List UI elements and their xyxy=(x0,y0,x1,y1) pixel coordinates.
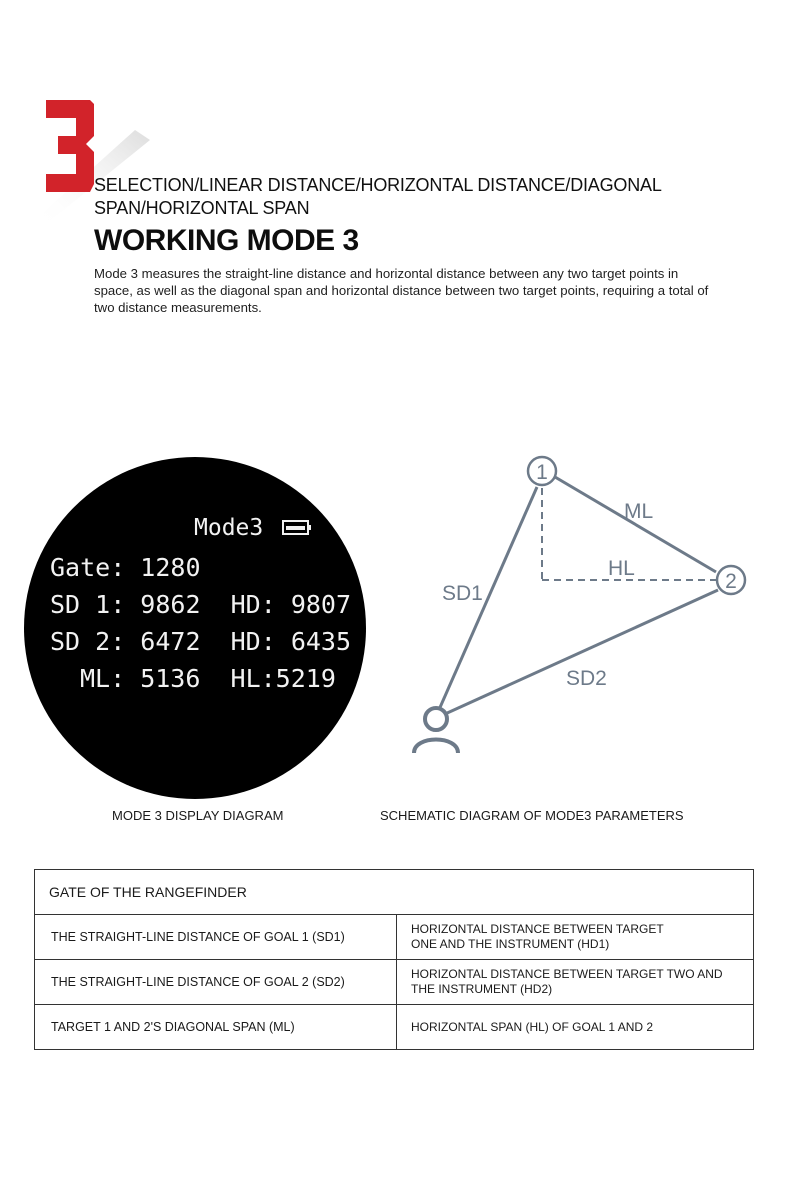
display-caption: MODE 3 DISPLAY DIAGRAM xyxy=(112,808,284,823)
point-1-label: 1 xyxy=(536,461,548,484)
table-cell-right xyxy=(397,915,754,960)
display-mode-label: Mode3 xyxy=(194,515,264,541)
section-number-3 xyxy=(40,96,100,196)
table-row xyxy=(35,1005,754,1050)
parameters-table xyxy=(34,869,754,1050)
description: Mode 3 measures the straight-line distance and horizontal distance between any two target points in space, as well as the diagonal span and horizontal distance between two target points, requiring a total of two distance measurements. xyxy=(94,266,709,315)
label-sd2: SD2 xyxy=(566,667,607,690)
page-title: WORKING MODE 3 xyxy=(94,224,359,257)
table-row xyxy=(35,915,754,960)
table-cell-right-line: HORIZONTAL SPAN (HL) OF GOAL 1 AND 2 xyxy=(411,1019,654,1034)
table-cell-left: THE STRAIGHT-LINE DISTANCE OF GOAL 1 (SD1) xyxy=(35,915,397,960)
schematic-diagram xyxy=(400,450,770,770)
table-cell-left: THE STRAIGHT-LINE DISTANCE OF GOAL 2 (SD2) xyxy=(35,960,397,1005)
table-cell-right-line: ONE AND THE INSTRUMENT (HD1) xyxy=(411,937,610,951)
line-ml xyxy=(555,477,716,572)
table-cell-right xyxy=(397,960,754,1005)
label-hl: HL xyxy=(608,557,635,580)
schematic-caption: SCHEMATIC DIAGRAM OF MODE3 PARAMETERS xyxy=(380,808,684,823)
display-sd1-line: SD 1: 9862 HD: 9807 xyxy=(50,590,352,619)
table-cell-right-line: HORIZONTAL DISTANCE BETWEEN TARGET xyxy=(411,922,664,936)
table-cell-right-line: THE INSTRUMENT (HD2) xyxy=(411,982,553,996)
display-gate-line: Gate: 1280 xyxy=(50,553,201,582)
table-row xyxy=(35,960,754,1005)
label-sd1: SD1 xyxy=(442,582,483,605)
display-sd2-line: SD 2: 6472 HD: 6435 xyxy=(50,627,352,656)
display-ml-line: ML: 5136 HL:5219 xyxy=(80,664,336,693)
battery-icon xyxy=(282,519,312,536)
table-header-cell: GATE OF THE RANGEFINDER xyxy=(35,870,754,915)
line-sd2 xyxy=(445,590,718,714)
point-2-label: 2 xyxy=(725,570,737,593)
table-cell-right xyxy=(397,1005,754,1050)
table-cell-left: TARGET 1 AND 2'S DIAGONAL SPAN (ML) xyxy=(35,1005,397,1050)
table-header-row xyxy=(35,870,754,915)
label-ml: ML xyxy=(624,500,654,523)
subtitle: SELECTION/LINEAR DISTANCE/HORIZONTAL DISTANCE/DIAGONAL SPAN/HORIZONTAL SPAN xyxy=(94,175,661,218)
person-icon xyxy=(414,708,458,753)
table-cell-right-line: HORIZONTAL DISTANCE BETWEEN TARGET TWO AND xyxy=(411,967,723,981)
